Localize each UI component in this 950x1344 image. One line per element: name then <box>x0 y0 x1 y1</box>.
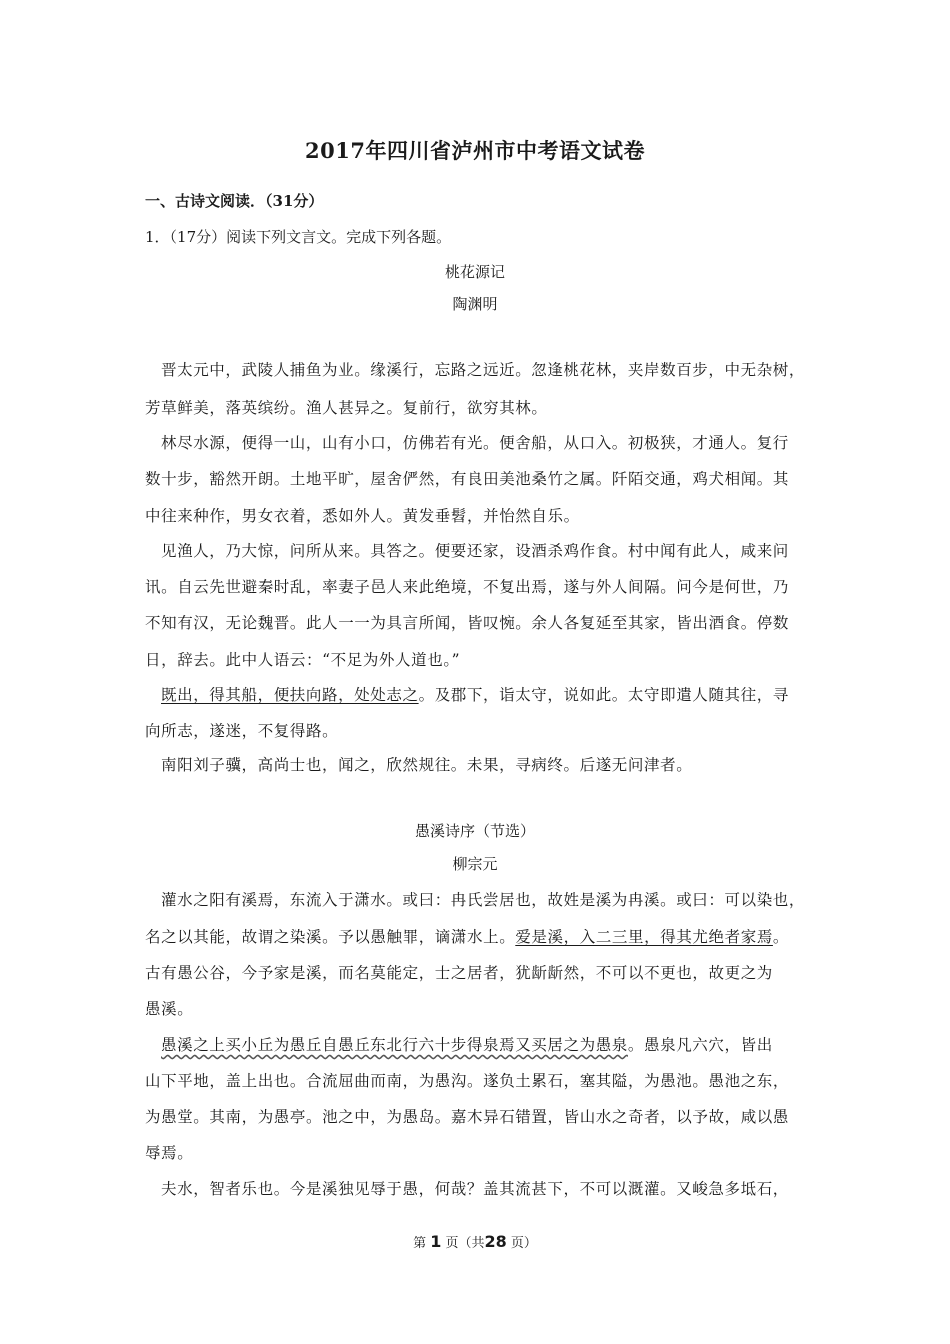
text1-line: 不知有汉，无论魏晋。此人一一为具言所闻，皆叹惋。余人各复延至其家，皆出酒食。停数 <box>145 614 790 632</box>
page-footer <box>0 1232 950 1251</box>
text2-line-rest: 。愚泉凡六穴，皆出 <box>627 1036 773 1054</box>
wavy-underlined-sentence: 愚溪之上买小丘为愚丘自愚丘东北行六十步得泉焉又买居之为愚泉 <box>161 1036 628 1054</box>
text2-line: 愚溪。 <box>145 1000 194 1018</box>
text1-line: 晋太元中，武陵人捕鱼为业。缘溪行，忘路之远近。忽逢桃花林，夹岸数百步，中无杂树， <box>161 361 806 379</box>
underlined-sentence: 既出，得其船，便扶向路，处处志之 <box>161 686 419 704</box>
text2-line-start: 名之以其能，故谓之染溪。予以愚触罪，谪潇水上。 <box>145 928 516 946</box>
text1-line: 日，辞去。此中人语云：“不足为外人道也。” <box>145 651 461 669</box>
text2-line: 辱焉。 <box>145 1144 194 1162</box>
question-1-prompt: 1．（17分）阅读下列文言文。完成下列各题。 <box>145 228 452 246</box>
text2-line: 灌水之阳有溪焉，东流入于潇水。或曰：冉氏尝居也，故姓是溪为冉溪。或曰：可以染也， <box>161 891 806 909</box>
text2-author: 柳宗元 <box>452 855 498 873</box>
footer-prefix: 第 <box>413 1236 427 1251</box>
text1-line: 数十步，豁然开朗。土地平旷，屋舍俨然，有良田美池桑竹之属。阡陌交通，鸡犬相闻。其 <box>145 470 790 488</box>
section-heading: 一、古诗文阅读．（31分） <box>145 192 324 210</box>
text1-line: 芳草鲜美，落英缤纷。渔人甚异之。复前行，欲穷其林。 <box>145 399 548 417</box>
text1-line: 南阳刘子骥，高尚士也，闻之，欣然规往。未果，寻病终。后遂无问津者。 <box>161 756 693 774</box>
text2-line: 山下平地，盖上出也。合流屈曲而南，为愚沟。遂负土累石，塞其隘，为愚池。愚池之东， <box>145 1072 790 1090</box>
text2-line-end: 。 <box>772 928 790 946</box>
text1-line-underlined <box>161 683 789 705</box>
text2-line-underlined <box>145 925 789 947</box>
page-title: 2017年四川省泸州市中考语文试卷 <box>305 138 645 163</box>
underlined-sentence: 爱是溪，入二三里，得其尤绝者家焉 <box>515 928 773 946</box>
text1-line: 林尽水源，便得一山，山有小口，仿佛若有光。便舍船，从口入。初极狭，才通人。复行 <box>161 434 789 452</box>
text1-author: 陶渊明 <box>452 295 498 313</box>
current-page-number: 1 <box>430 1232 442 1251</box>
text1-line: 见渔人，乃大惊，问所从来。具答之。便要还家，设酒杀鸡作食。村中闻有此人，咸来问 <box>161 542 789 560</box>
footer-middle: 页（共 <box>445 1236 485 1251</box>
total-page-count: 28 <box>484 1232 507 1251</box>
text2-line: 为愚堂。其南，为愚亭。池之中，为愚岛。嘉木异石错置，皆山水之奇者，以予故，咸以愚 <box>145 1108 790 1126</box>
text1-line: 讯。自云先世避秦时乱，率妻子邑人来此绝境，不复出焉，遂与外人间隔。问今是何世，乃 <box>145 578 790 596</box>
text2-line: 夫水，智者乐也。今是溪独见辱于愚，何哉？盖其流甚下，不可以溉灌。又峻急多坻石， <box>161 1180 789 1198</box>
text1-line: 中往来种作，男女衣着，悉如外人。黄发垂髫，并怡然自乐。 <box>145 507 580 525</box>
text2-title: 愚溪诗序（节选） <box>414 822 535 840</box>
text2-line: 古有愚公谷，今予家是溪，而名莫能定，士之居者，犹龂龂然，不可以不更也，故更之为 <box>145 964 773 982</box>
text1-title: 桃花源记 <box>444 263 505 281</box>
text1-line: 向所志，遂迷，不复得路。 <box>145 722 339 740</box>
footer-suffix: 页） <box>510 1236 537 1251</box>
text2-line-wavy <box>161 1033 773 1055</box>
text1-line-rest: 。及郡下，诣太守，说如此。太守即遣人随其往，寻 <box>418 686 789 704</box>
